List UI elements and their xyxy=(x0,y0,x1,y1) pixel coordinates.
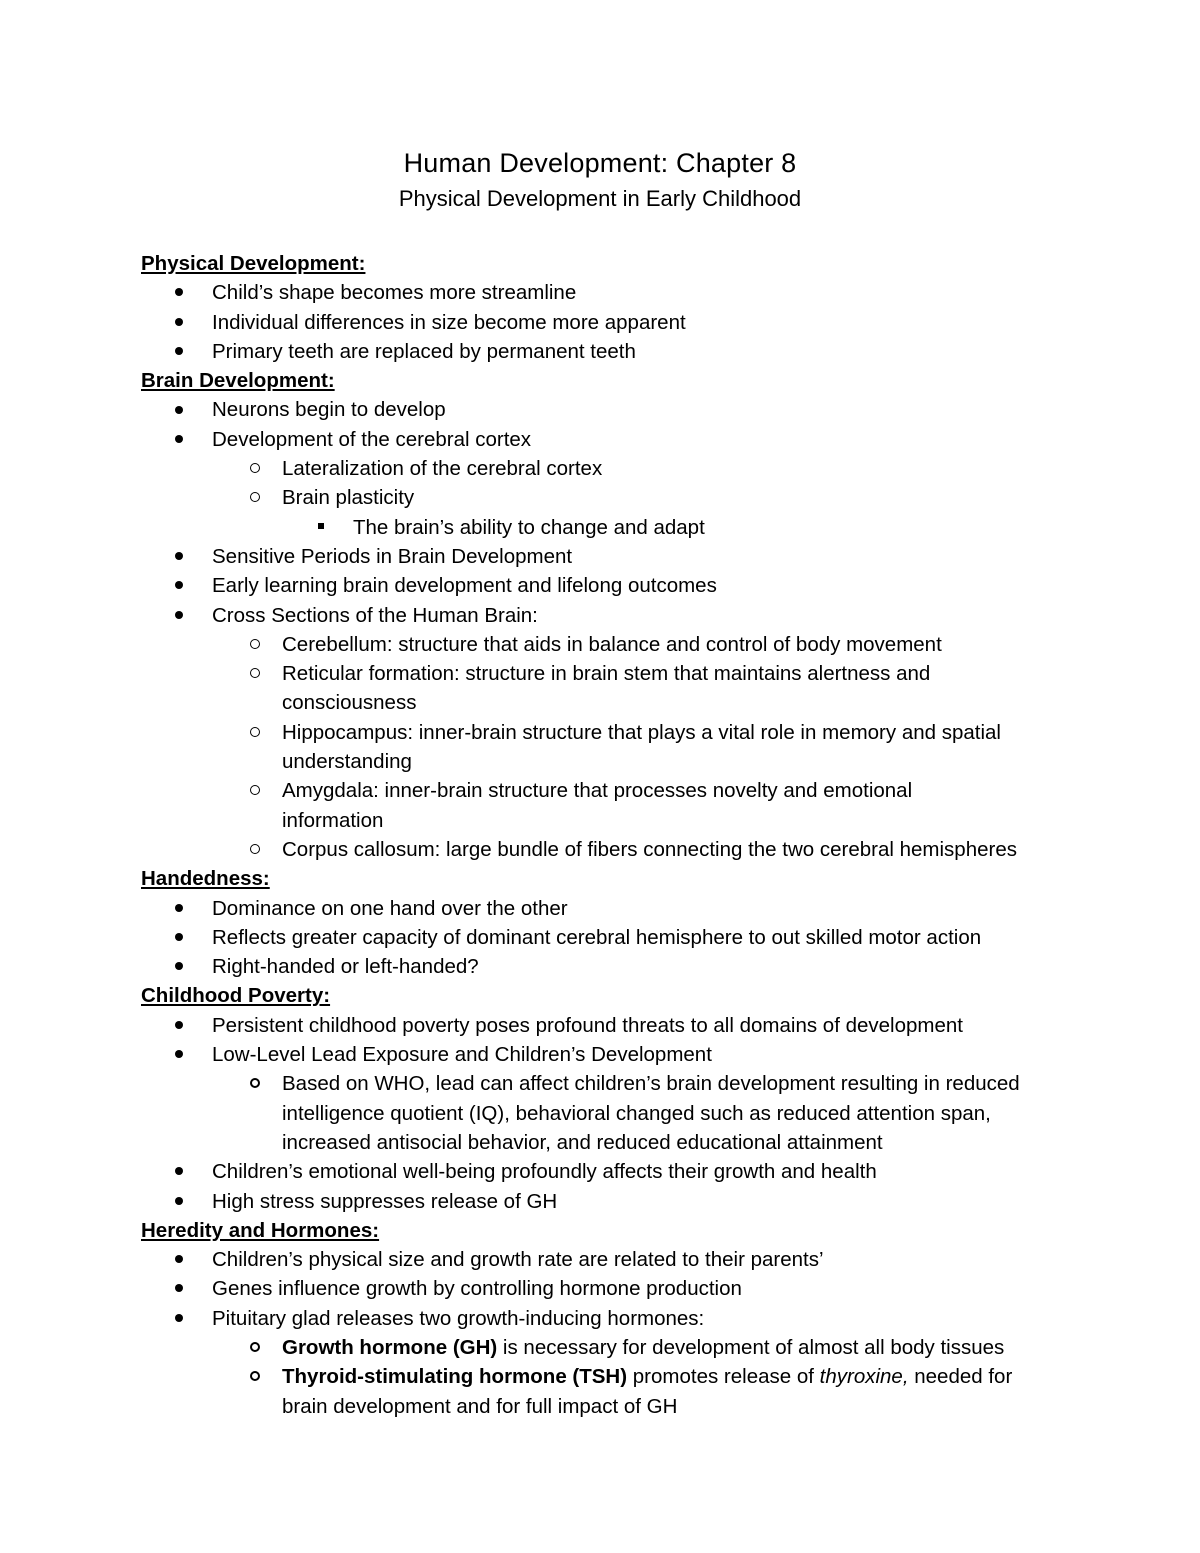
list-item-continuation xyxy=(141,1392,1141,1421)
ring-bullet-icon xyxy=(245,454,265,483)
list-item-text: Primary teeth are replaced by permanent teeth xyxy=(212,339,636,363)
list-item-text: Hippocampus: inner-brain structure that plays a vital role in memory and spatial xyxy=(282,720,1001,744)
bullet-icon xyxy=(169,337,189,366)
sub-list-item xyxy=(141,1362,1141,1391)
bullet-icon xyxy=(169,894,189,923)
list-item-text: brain development and for full impact of GH xyxy=(282,1394,678,1418)
list-item-continuation xyxy=(141,688,1141,717)
ring-bullet-icon xyxy=(245,835,265,864)
bullet-icon xyxy=(169,395,189,424)
list-item-text: intelligence quotient (IQ), behavioral changed such as reduced attention span, xyxy=(282,1101,991,1125)
list-item xyxy=(141,1187,1141,1216)
list-item xyxy=(141,395,1141,424)
list-item-text: High stress suppresses release of GH xyxy=(212,1189,558,1213)
list-item xyxy=(141,425,1141,454)
list-item xyxy=(141,1011,1141,1040)
bullet-icon xyxy=(169,601,189,630)
list-item-text: Lateralization of the cerebral cortex xyxy=(282,457,603,481)
list-item xyxy=(141,1304,1141,1333)
list-item-text: Development of the cerebral cortex xyxy=(212,427,532,451)
list-item-text: Low-Level Lead Exposure and Children’s Development xyxy=(212,1043,712,1067)
bullet-icon xyxy=(169,952,189,981)
ring-bullet-icon xyxy=(245,659,265,688)
page-subtitle: Physical Development in Early Childhood xyxy=(398,186,802,211)
list-item xyxy=(141,337,1141,366)
bullet-icon xyxy=(169,1040,189,1069)
list-item-text: Pituitary glad releases two growth-inducing hormones: xyxy=(212,1306,705,1330)
list-item-text: Sensitive Periods in Brain Development xyxy=(212,544,573,568)
sub-list-item xyxy=(141,718,1141,747)
bullet-icon xyxy=(169,425,189,454)
sub-list-item xyxy=(141,1333,1141,1362)
sub-list-item xyxy=(141,835,1141,864)
list-item-text: information xyxy=(282,808,384,832)
ring-bullet-icon xyxy=(245,1333,265,1362)
page-title: Human Development: Chapter 8 xyxy=(403,148,797,178)
bullet-icon xyxy=(169,542,189,571)
list-item xyxy=(141,1274,1141,1303)
list-item-text: Right-handed or left-handed? xyxy=(212,955,479,979)
bullet-icon xyxy=(169,1245,189,1274)
list-item-text: Children’s emotional well-being profoundly affects their growth and health xyxy=(212,1160,877,1184)
bullet-icon xyxy=(169,923,189,952)
section-heading-childhood-poverty: Childhood Poverty: xyxy=(141,984,331,1008)
list-item xyxy=(141,1245,1141,1274)
list-item-text: increased antisocial behavior, and reduced educational attainment xyxy=(282,1130,883,1154)
list-item xyxy=(141,1157,1141,1186)
list-item-text: Based on WHO, lead can affect children’s brain development resulting in reduced xyxy=(282,1072,1020,1096)
section-heading-brain-development: Brain Development: xyxy=(141,369,335,393)
list-item-text: Dominance on one hand over the other xyxy=(212,896,568,920)
list-item-text: Individual differences in size become more apparent xyxy=(212,310,686,334)
bullet-icon xyxy=(169,1157,189,1186)
ring-bullet-icon xyxy=(245,483,265,512)
section-heading-heredity-and-hormones: Heredity and Hormones: xyxy=(141,1218,380,1242)
sub-list-item xyxy=(141,630,1141,659)
list-item xyxy=(141,542,1141,571)
bullet-icon xyxy=(169,1011,189,1040)
list-item-continuation xyxy=(141,1099,1141,1128)
bullet-icon xyxy=(169,308,189,337)
sub-list-item xyxy=(141,454,1141,483)
section-heading-physical-development: Physical Development: xyxy=(141,252,366,275)
list-item xyxy=(141,601,1141,630)
list-item-text: promotes release of xyxy=(627,1365,820,1389)
ring-bullet-icon xyxy=(245,630,265,659)
ring-bullet-icon xyxy=(245,776,265,805)
list-item xyxy=(141,894,1141,923)
list-item-text: Reticular formation: structure in brain stem that maintains alertness and xyxy=(282,662,931,686)
list-item-text: Cerebellum: structure that aids in balance and control of body movement xyxy=(282,632,942,656)
list-item xyxy=(141,923,1141,952)
sub-list-item xyxy=(141,483,1141,512)
bullet-icon xyxy=(169,1274,189,1303)
ring-bullet-icon xyxy=(245,1362,265,1391)
document-body xyxy=(141,249,1141,1421)
list-item-continuation xyxy=(141,806,1141,835)
sub-list-item xyxy=(141,1069,1141,1098)
list-item-text: Reflects greater capacity of dominant cerebral hemisphere to out skilled motor action xyxy=(212,925,982,949)
list-item-text: Persistent childhood poverty poses profound threats to all domains of development xyxy=(212,1013,963,1037)
bullet-icon xyxy=(169,1304,189,1333)
list-item-continuation xyxy=(141,1128,1141,1157)
ring-bullet-icon xyxy=(245,1069,265,1098)
sub-sub-list-item xyxy=(141,513,1141,542)
list-item-text: consciousness xyxy=(282,691,417,715)
list-item xyxy=(141,278,1141,307)
term-tsh: Thyroid-stimulating hormone (TSH) xyxy=(282,1365,628,1389)
list-item-text: understanding xyxy=(282,750,412,774)
list-item-text: Brain plasticity xyxy=(282,486,415,510)
list-item-text: Child’s shape becomes more streamline xyxy=(212,281,577,305)
list-item-text: Corpus callosum: large bundle of fibers connecting the two cerebral hemispheres xyxy=(282,837,1017,861)
list-item xyxy=(141,308,1141,337)
ring-bullet-icon xyxy=(245,718,265,747)
list-item-text: Early learning brain development and lifelong outcomes xyxy=(212,574,717,598)
list-item-continuation xyxy=(141,747,1141,776)
square-bullet-icon xyxy=(311,513,331,542)
list-item-text: The brain’s ability to change and adapt xyxy=(353,515,705,539)
list-item-text: needed for xyxy=(908,1365,1013,1389)
list-item-text: is necessary for development of almost all body tissues xyxy=(497,1335,1005,1359)
list-item-text: Children’s physical size and growth rate are related to their parents’ xyxy=(212,1248,824,1272)
bullet-icon xyxy=(169,1187,189,1216)
term-thyroxine: thyroxine, xyxy=(819,1365,909,1389)
list-item xyxy=(141,1040,1141,1069)
list-item-text: Genes influence growth by controlling hormone production xyxy=(212,1277,742,1301)
list-item-text: Cross Sections of the Human Brain: xyxy=(212,603,538,627)
sub-list-item xyxy=(141,659,1141,688)
sub-list-item xyxy=(141,776,1141,805)
term-growth-hormone: Growth hormone (GH) xyxy=(282,1335,498,1359)
bullet-icon xyxy=(169,571,189,600)
list-item-text: Amygdala: inner-brain structure that processes novelty and emotional xyxy=(282,779,913,803)
section-heading-handedness: Handedness: xyxy=(141,867,270,891)
list-item xyxy=(141,571,1141,600)
list-item xyxy=(141,952,1141,981)
bullet-icon xyxy=(169,278,189,307)
list-item-text: Neurons begin to develop xyxy=(212,398,446,422)
